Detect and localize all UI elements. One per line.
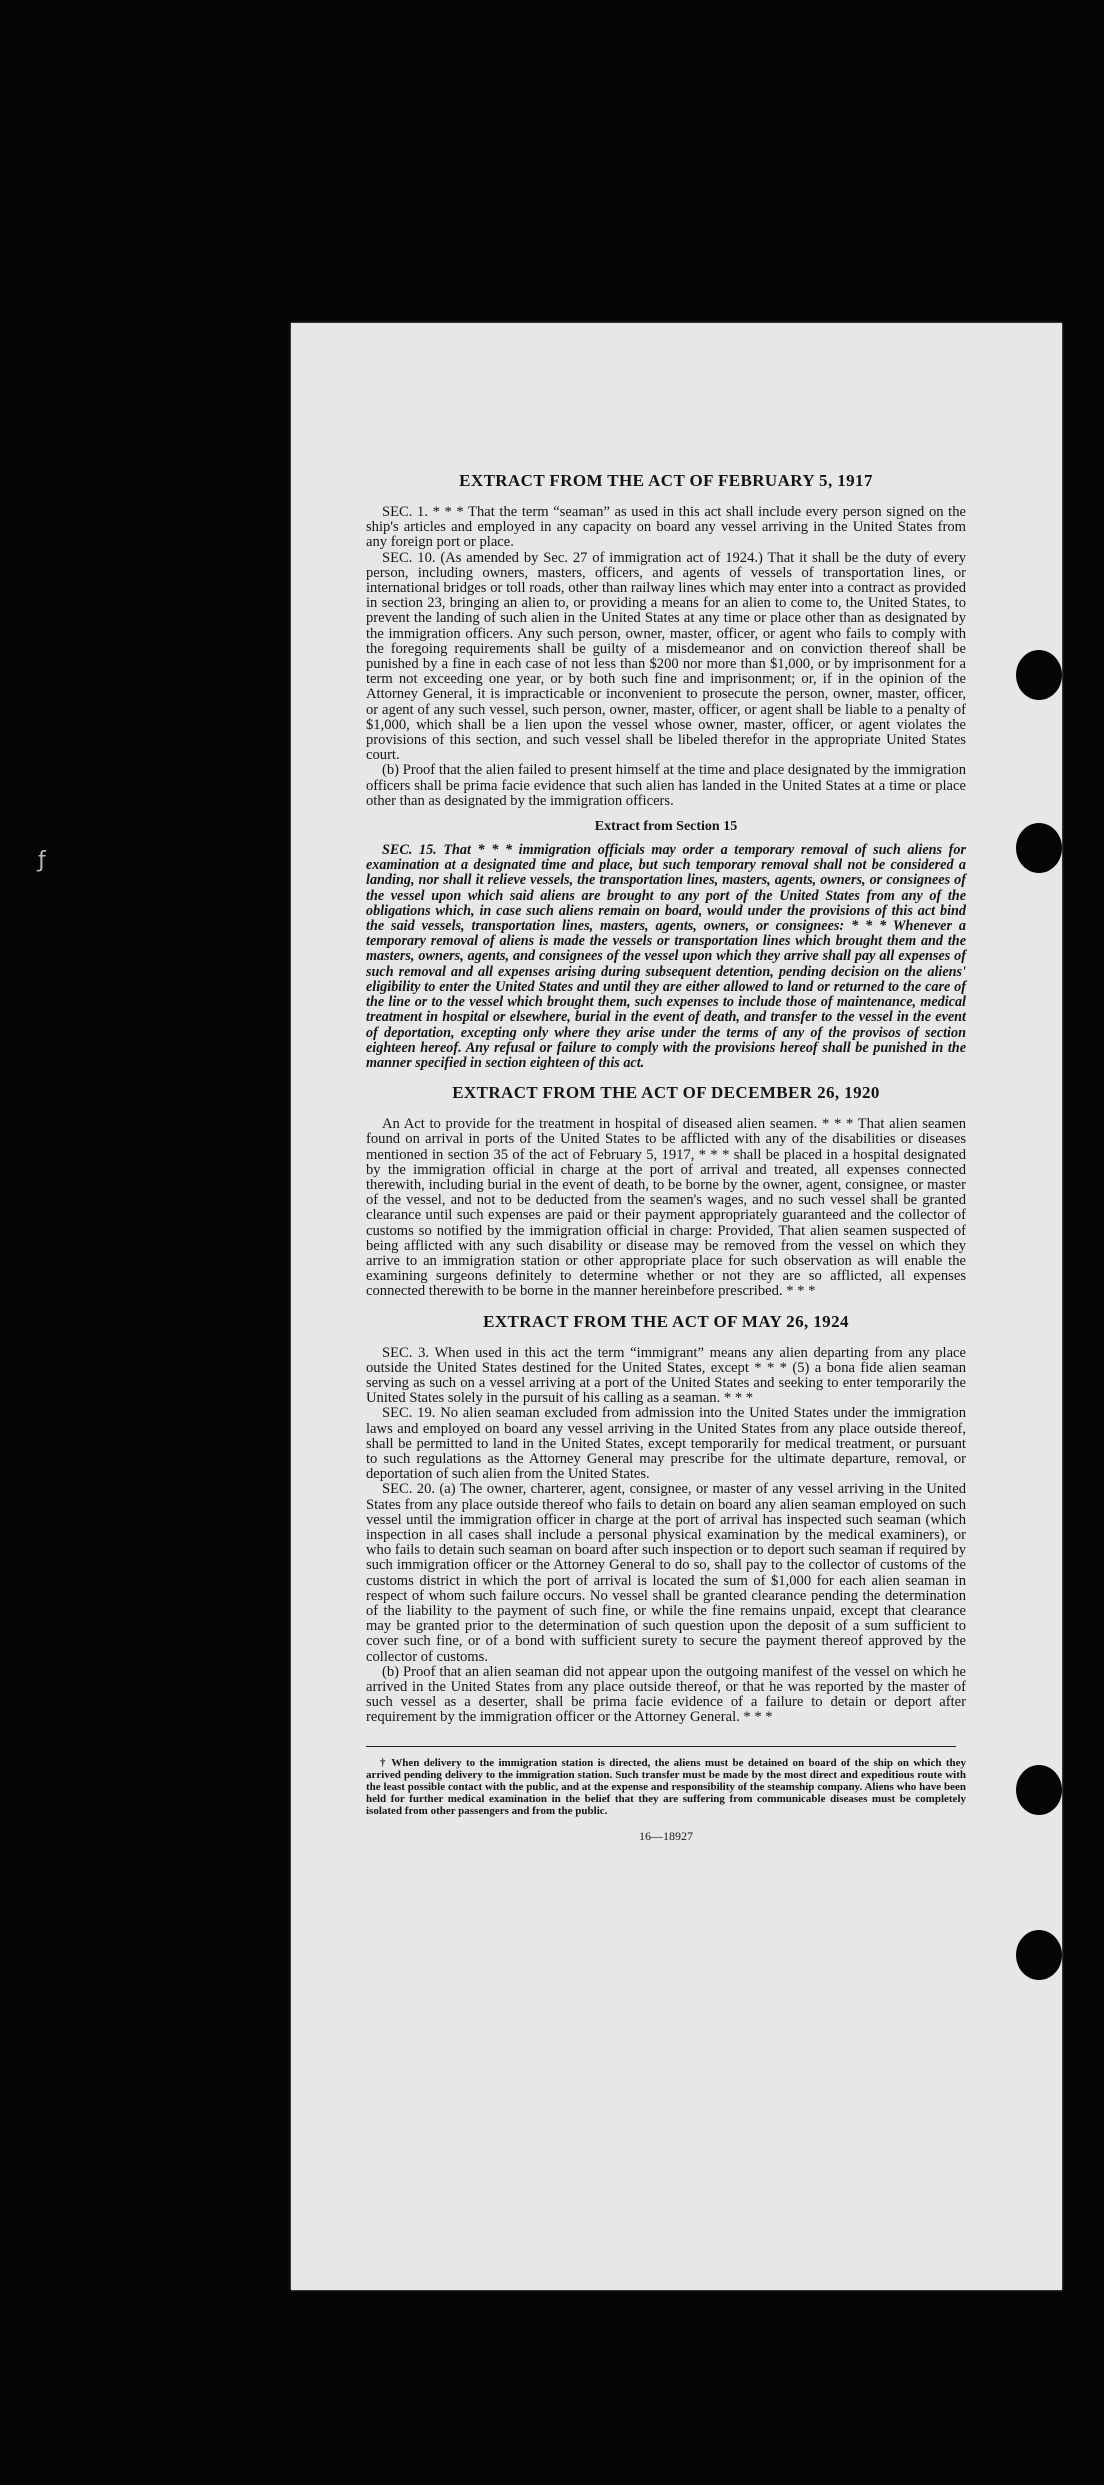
punch-hole (1016, 1930, 1062, 1980)
punch-hole (1016, 1765, 1062, 1815)
document-content (366, 471, 966, 1844)
punch-hole (1016, 650, 1062, 700)
paragraph-act-1920: An Act to provide for the treatment in hospital of diseased alien seamen. * * * That alien seamen found on arrival in ports of the United States to be afflicted with any of the disabilities or diseases mentioned in section 35 of the act of February 5, 1917, * * * shall be placed in a hospital designated by the immigration official in charge at the port of arrival and treated, all expenses connected therewith, including burial in the event of death, to be borne by the owner, agent, consignee, or master of the vessel, and not to be deducted from the seamen's wages, and no such vessel shall be granted clearance until such expenses are paid or their payment appropriately guaranteed and the collector of customs so notified by the immigration official in charge: Provided, That alien seamen suspected of being afflicted with any such disability or disease may be removed from the vessel on which they arrive to an immigration station or other appropriate place for such observation as will enable the examining surgeons definitely to determine whether or not they are so afflicted, all expenses connected therewith to be borne in the manner hereinbefore prescribed. * * * (366, 1116, 966, 1300)
scan-artifact-mark: ƒ (38, 848, 46, 873)
footnote-divider (366, 1746, 956, 1747)
heading-act-1924: EXTRACT FROM THE ACT OF MAY 26, 1924 (483, 1311, 849, 1331)
paragraph-sec-20-a: SEC. 20. (a) The owner, charterer, agent, consignee, or master of any vessel arriving in the United States from any place outside thereof who fails to detain on board any alien seaman employed on such vessel until the immigration officer in charge at the port of arrival has inspected such seaman (which inspection in all cases shall include a personal physical examination by the medical examiners), or who fails to detain such seaman on board after such inspection or to deport such seaman if required by such immigration officer or the Attorney General to do so, shall pay to the collector of customs of the customs district in which the port of arrival is located the sum of $1,000 for each alien seaman in respect of whom such failure occurs. No vessel shall be granted clearance pending the determination of the liability to the payment of such fine, or while the fine remains unpaid, except that clearance may be granted prior to the determination of such question upon the deposit of a sum sufficient to cover such fine, or of a bond with sufficient surety to secure the payment thereof approved by the collector of customs. (366, 1481, 966, 1665)
document-page (291, 323, 1062, 2290)
heading-act-1920: EXTRACT FROM THE ACT OF DECEMBER 26, 1920 (452, 1083, 880, 1103)
footnote: † When delivery to the immigration station is directed, the aliens must be detained on board of the ship on which they arrived pending delivery to the immigration station. Such transfer must be made by the most direct and expeditious route with the least possible contact with the public, and at the expense and responsibility of the steamship company. Aliens who have been held for further medical examination in the belief that they are suffering from communicable diseases must be completely isolated from other passengers and from the public. (366, 1756, 966, 1817)
paragraph-sec-19: SEC. 19. No alien seaman excluded from admission into the United States under the immigration laws and employed on board any vessel arriving in the United States from any place outside thereof, shall be permitted to land in the United States, except temporarily for medical treatment, or pursuant to such regulations as the Attorney General may prescribe for the ultimate departure, removal, or deportation of such alien from the United States. (366, 1405, 966, 1483)
paragraph-sec-15: SEC. 15. That * * * immigration officials may order a temporary removal of such aliens for examination at a designated time and place, but such temporary removal shall not be considered a landing, nor shall it relieve vessels, the transportation lines, masters, agents, owners, or consignees of the vessel upon which said aliens are brought to any port of the United States from any of the obligations which, in case such aliens remain on board, would under the provisions of this act bind the said vessels, transportation lines, masters, agents, owners, or consignees: * * * Whenever a temporary removal of aliens is made the vessels or transportation lines which brought them and the masters, owners, agents, and consignees of the vessel upon which they arrive shall pay all expenses of such removal and all expenses arising during subsequent detention, pending decision on the aliens' eligibility to enter the United States and until they are either allowed to land or returned to the care of the line or to the vessel which brought them, such expenses to include those of maintenance, medical treatment in hospital or elsewhere, burial in the event of death, and transfer to the vessel in the event of deportation, excepting only where they arise under the terms of any of the provisos of section eighteen hereof. Any refusal or failure to comply with the provisions hereof shall be punished in the manner specified in section eighteen of this act. (366, 842, 966, 1071)
paragraph-sec-20-b: (b) Proof that an alien seaman did not appear upon the outgoing manifest of the vessel on which he arrived in the United States from any place outside thereof, or that he was reported by the master of such vessel as a deserter, shall be prima facie evidence of a failure to detain or deport after requirement by the immigration officer or the Attorney General. * * * (366, 1663, 966, 1726)
paragraph-sec-3: SEC. 3. When used in this act the term “immigrant” means any alien departing from any place outside the United States destined for the United States, except * * * (5) a bona fide alien seaman serving as such on a vessel arriving at a port of the United States and seeking to enter temporarily the United States solely in the pursuit of his calling as a seaman. * * * (366, 1344, 966, 1407)
paragraph-sec-10-b: (b) Proof that the alien failed to present himself at the time and place designated by the immigration officers shall be prima facie evidence that such alien has landed in the United States at a time or place other than as designated by the immigration officers. (366, 762, 966, 809)
paragraph-sec-1: SEC. 1. * * * That the term “seaman” as used in this act shall include every person signed on the ship's articles and employed in any capacity on board any vessel arriving in the United States from any foreign port or place. (366, 504, 966, 551)
heading-act-1917: EXTRACT FROM THE ACT OF FEBRUARY 5, 1917 (459, 471, 873, 490)
punch-hole (1016, 823, 1062, 873)
paragraph-sec-10: SEC. 10. (As amended by Sec. 27 of immigration act of 1924.) That it shall be the duty of every person, including owners, masters, officers, and agents of vessels of transportation lines, or international bridges or toll roads, other than railway lines which may enter into a contract as provided in section 23, bringing an alien to, or providing a means for an alien to come to, the United States, to prevent the landing of such alien in the United States at any time or place other than as designated by the immigration officers. Any such person, owner, master, officer, or agent who fails to comply with the foregoing requirements shall be guilty of a misdemeanor and on conviction thereof shall be punished by a fine in each case of not less than $200 nor more than $1,000, or by imprisonment for a term not exceeding one year, or by both such fine and imprisonment; or, if in the opinion of the Attorney General, it is impracticable or inconvenient to prosecute the person, owner, master, officer, or agent of any such vessel, such person, owner, master, officer, or agent shall be liable to a penalty of $1,000, which shall be a lien upon the vessel whose owner, master, officer, or agent violates the provisions of this section, and such vessel shall be libeled therefor in the appropriate United States court. (366, 549, 966, 764)
subheading-section-15: Extract from Section 15 (594, 819, 738, 835)
form-number: 16—18927 (639, 1828, 693, 1843)
